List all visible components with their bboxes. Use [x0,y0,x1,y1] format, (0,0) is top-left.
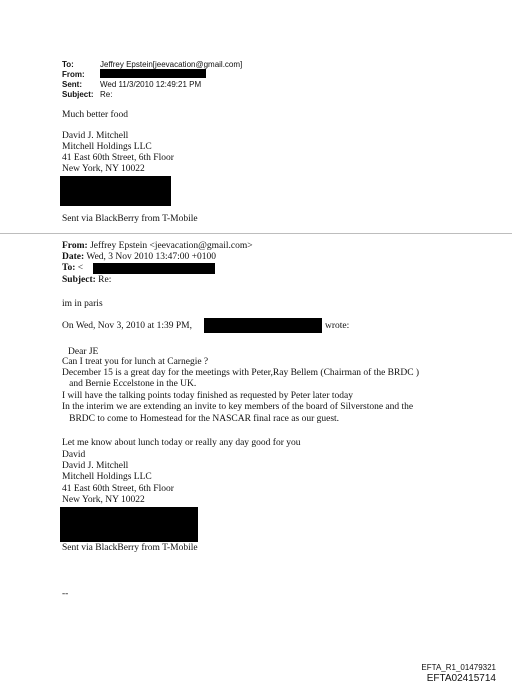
reply-body: Much better food [62,110,128,120]
date-label: Date: [62,252,85,262]
signature-city: New York, NY 10022 [62,495,145,505]
document-id: EFTA02415714 [426,673,496,684]
trailer-dashes: -- [62,589,69,599]
to-label: To: [62,263,76,273]
to-value: < [77,263,84,273]
quoted-line: and Bernie Eccelstone in the UK. [62,379,197,389]
sent-via: Sent via BlackBerry from T-Mobile [62,543,198,553]
to-value: Jeffrey Epstein[jeevacation@gmail.com] [100,60,243,69]
quoted-closing: Let me know about lunch today or really any day good for you [62,438,301,448]
signature-city: New York, NY 10022 [62,164,145,174]
subject-label: Subject: [62,90,94,99]
to-label: To: [62,60,74,69]
date-value: Wed, 3 Nov 2010 13:47:00 +0100 [86,252,217,262]
signature-address: 41 East 60th Street, 6th Floor [62,484,174,494]
sent-value: Wed 11/3/2010 12:49:21 PM [100,80,202,89]
redaction-block [60,176,171,206]
sent-label: Sent: [62,80,82,89]
signature-address: 41 East 60th Street, 6th Floor [62,153,174,163]
signature-name: David J. Mitchell [62,131,129,141]
from-label: From: [62,70,85,79]
quoted-line: Can I treat you for lunch at Carnegie ? [62,357,209,367]
subject-value: Re: [98,275,112,285]
message-body: im in paris [62,299,103,309]
subject-label: Subject: [62,275,96,285]
document-id: EFTA_R1_01479321 [421,663,496,672]
from-value: Jeffrey Epstein <jeevacation@gmail.com> [90,241,253,251]
subject-value: Re: [100,90,113,99]
from-label: From: [62,241,88,251]
quoted-line: I will have the talking points today finished as requested by Peter later today [62,391,353,401]
redaction-block [60,507,198,542]
quoted-name: David [62,450,86,460]
separator-line [0,233,512,234]
quoted-greeting: Dear JE [68,347,99,357]
signature-name: David J. Mitchell [62,461,129,471]
redaction-block [204,318,322,333]
signature-company: Mitchell Holdings LLC [62,472,152,482]
sent-via: Sent via BlackBerry from T-Mobile [62,214,198,224]
quoted-line: December 15 is a great day for the meetings with Peter,Ray Bellem (Chairman of the BRDC ) [62,368,420,378]
signature-company: Mitchell Holdings LLC [62,142,152,152]
quoted-line: In the interim we are extending an invite to key members of the board of Silverstone and the [62,402,414,412]
redaction-block [100,69,206,78]
redaction-block [93,263,215,274]
quote-intro-suffix: wrote: [325,321,350,331]
quote-intro: On Wed, Nov 3, 2010 at 1:39 PM, [62,321,192,331]
quoted-line: BRDC to come to Homestead for the NASCAR final race as our guest. [62,414,340,424]
